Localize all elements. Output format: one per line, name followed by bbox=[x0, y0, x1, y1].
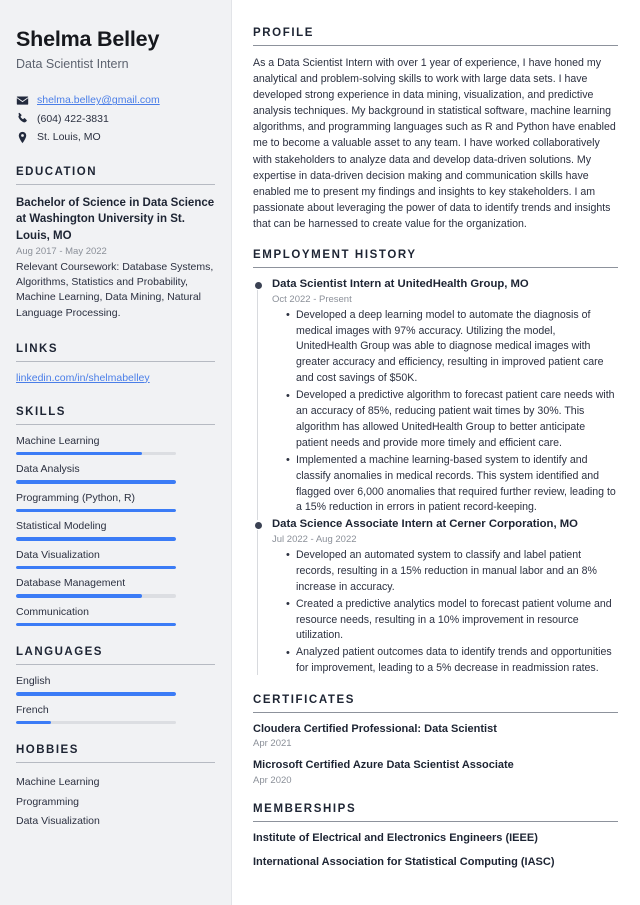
skill-label: Statistical Modeling bbox=[16, 520, 107, 533]
skill-item bbox=[16, 435, 215, 456]
skill-item bbox=[16, 606, 215, 627]
profile-heading: PROFILE bbox=[253, 27, 315, 39]
employment-item bbox=[253, 517, 618, 677]
skill-bar-track bbox=[16, 623, 176, 627]
language-bar-track bbox=[16, 721, 176, 725]
language-label: English bbox=[16, 675, 51, 688]
skill-bar-fill bbox=[16, 623, 176, 627]
skill-label: Programming (Python, R) bbox=[16, 491, 136, 504]
skill-label: Communication bbox=[16, 605, 89, 618]
certificate-item bbox=[253, 758, 618, 785]
phone-icon bbox=[16, 112, 30, 125]
skill-bar-track bbox=[16, 452, 176, 456]
language-label: French bbox=[16, 703, 49, 716]
job-bullets bbox=[272, 308, 618, 517]
certificates-divider bbox=[253, 712, 618, 713]
skill-bar-track bbox=[16, 537, 176, 541]
contact-item-location bbox=[16, 131, 215, 144]
name-block bbox=[16, 27, 215, 72]
section-memberships bbox=[253, 803, 618, 870]
skill-item bbox=[16, 463, 215, 484]
skill-label: Data Visualization bbox=[16, 548, 100, 561]
section-languages bbox=[16, 646, 215, 724]
job-bullets bbox=[272, 548, 618, 677]
job-title: Data Science Associate Intern at Cerner Corporation, MO bbox=[272, 518, 578, 531]
section-profile bbox=[253, 27, 618, 232]
certificate-item bbox=[253, 722, 618, 749]
education-item bbox=[16, 195, 215, 321]
skill-item bbox=[16, 492, 215, 513]
job-bullet: • Developed an automated system to classify and label patient records, resulting in a 15% reduction in manual labor and an 8% increase in accuracy. bbox=[286, 548, 618, 596]
contact-item-email bbox=[16, 94, 215, 107]
education-date: Aug 2017 - May 2022 bbox=[16, 245, 107, 257]
certificates-heading: CERTIFICATES bbox=[253, 694, 356, 707]
main-content bbox=[231, 0, 640, 905]
section-certificates bbox=[253, 694, 618, 786]
education-heading: EDUCATION bbox=[16, 165, 98, 178]
phone-value: (604) 422-3831 bbox=[37, 112, 109, 125]
membership-item: Institute of Electrical and Electronics Engineers (IEEE) bbox=[253, 831, 538, 844]
section-employment-history bbox=[253, 249, 618, 677]
contact-list bbox=[16, 94, 215, 144]
skill-bar-fill bbox=[16, 452, 142, 456]
section-education bbox=[16, 166, 215, 321]
memberships-heading: MEMBERSHIPS bbox=[253, 802, 357, 815]
section-skills bbox=[16, 406, 215, 627]
email-link[interactable]: shelma.belley@gmail.com bbox=[37, 94, 160, 107]
envelope-icon bbox=[16, 94, 30, 107]
skill-label: Database Management bbox=[16, 577, 126, 590]
job-date: Oct 2022 - Present bbox=[272, 293, 352, 305]
candidate-job-title: Data Scientist Intern bbox=[16, 56, 129, 71]
location-value: St. Louis, MO bbox=[37, 131, 101, 144]
skill-label: Machine Learning bbox=[16, 434, 100, 447]
profile-divider bbox=[253, 45, 618, 46]
language-bar-fill bbox=[16, 721, 51, 725]
certificate-date: Apr 2020 bbox=[253, 774, 292, 786]
skills-heading: SKILLS bbox=[16, 405, 66, 418]
certificate-title: Microsoft Certified Azure Data Scientist Associate bbox=[253, 759, 514, 772]
skill-bar-track bbox=[16, 594, 176, 598]
language-item bbox=[16, 704, 215, 725]
link-item-linkedin[interactable]: linkedin.com/in/shelmabelley bbox=[16, 371, 150, 384]
hobby-item: Data Visualization bbox=[16, 815, 100, 828]
skill-bar-track bbox=[16, 566, 176, 570]
skill-bar-fill bbox=[16, 509, 176, 513]
job-title: Data Scientist Intern at UnitedHealth Group, MO bbox=[272, 278, 529, 291]
employment-heading: EMPLOYMENT HISTORY bbox=[253, 249, 417, 262]
skill-item bbox=[16, 549, 215, 570]
education-degree: Bachelor of Science in Data Science at Washington University in St. Louis, MO bbox=[16, 196, 215, 242]
membership-item: International Association for Statistical Computing (IASC) bbox=[253, 855, 555, 868]
profile-text: As a Data Scientist Intern with over 1 year of experience, I have honed my analytical and problem-solving skills to work with large data sets. I have developed strong experience in data mining, visualization, and predictive analysis techniques. My background in statistical software, machine learning algorithms, and programming languages such as R and Python have enabled me to become a valuable asset to any team. I have worked collaboratively with stakeholders to analyze data and develop data-driven solutions. My expertise in data-driven decision making and communication skills have enabled me to present my findings and insights to key stakeholders. I am passionate about leveraging the power of data to identify trends and insights that can be harnessed to create value for the organization. bbox=[253, 57, 616, 230]
skill-item bbox=[16, 577, 215, 598]
skills-divider bbox=[16, 424, 215, 425]
employment-item bbox=[253, 277, 618, 516]
education-divider bbox=[16, 184, 215, 185]
languages-divider bbox=[16, 664, 215, 665]
skill-bar-track bbox=[16, 509, 176, 513]
section-links bbox=[16, 343, 215, 384]
job-bullet: • Implemented a machine learning-based system to identify and classify anomalies in medical records. This system identified and flagged over 6,000 anomalies that required further review, leading to a 15% reduction in errors in patient record-keeping. bbox=[286, 453, 618, 517]
language-item bbox=[16, 675, 215, 696]
skill-bar-fill bbox=[16, 566, 176, 570]
employment-divider bbox=[253, 267, 618, 268]
hobbies-divider bbox=[16, 762, 215, 763]
hobby-item: Programming bbox=[16, 795, 80, 808]
skill-item bbox=[16, 520, 215, 541]
job-bullet: • Analyzed patient outcomes data to identify trends and opportunities for improvement, leading to a 5% decrease in readmission rates. bbox=[286, 645, 618, 677]
links-heading: LINKS bbox=[16, 342, 58, 355]
contact-item-phone bbox=[16, 112, 215, 125]
job-bullet: • Developed a predictive algorithm to forecast patient care needs with an accuracy of 85%, reducing patient wait times by 30%. This algorithm has allowed UnitedHealth Group to better anticipate patient needs and provide more timely and efficient care. bbox=[286, 388, 618, 452]
languages-heading: LANGUAGES bbox=[16, 646, 103, 659]
certificate-title: Cloudera Certified Professional: Data Scientist bbox=[253, 723, 497, 736]
hobby-item: Machine Learning bbox=[16, 776, 100, 789]
sidebar bbox=[0, 0, 231, 905]
job-date: Jul 2022 - Aug 2022 bbox=[272, 533, 357, 545]
job-bullet: • Created a predictive analytics model to forecast patient volume and resource needs, resulting in a 10% improvement in resource utilization. bbox=[286, 597, 618, 645]
language-bar-track bbox=[16, 692, 176, 696]
education-description: Relevant Coursework: Database Systems, Algorithms, Statistics and Probability, Machine Learning, Data Mining, Natural Language Processing. bbox=[16, 260, 214, 319]
memberships-divider bbox=[253, 821, 618, 822]
links-divider bbox=[16, 361, 215, 362]
hobbies-heading: HOBBIES bbox=[16, 744, 79, 757]
skill-bar-track bbox=[16, 480, 176, 484]
section-hobbies bbox=[16, 744, 215, 831]
skills-list bbox=[16, 435, 215, 627]
language-bar-fill bbox=[16, 692, 176, 696]
skill-bar-fill bbox=[16, 594, 142, 598]
candidate-name: Shelma Belley bbox=[16, 27, 160, 51]
location-pin-icon bbox=[16, 131, 30, 144]
skill-bar-fill bbox=[16, 537, 176, 541]
certificate-date: Apr 2021 bbox=[253, 738, 292, 750]
skill-label: Data Analysis bbox=[16, 463, 80, 476]
skill-bar-fill bbox=[16, 480, 176, 484]
job-bullet: • Developed a deep learning model to automate the diagnosis of medical images with 97% accuracy. Utilizing the model, UnitedHealth Group was able to diagnose medical images with greater accuracy and efficiency, resulting in improved patient care and cost savings of $50K. bbox=[286, 308, 618, 387]
